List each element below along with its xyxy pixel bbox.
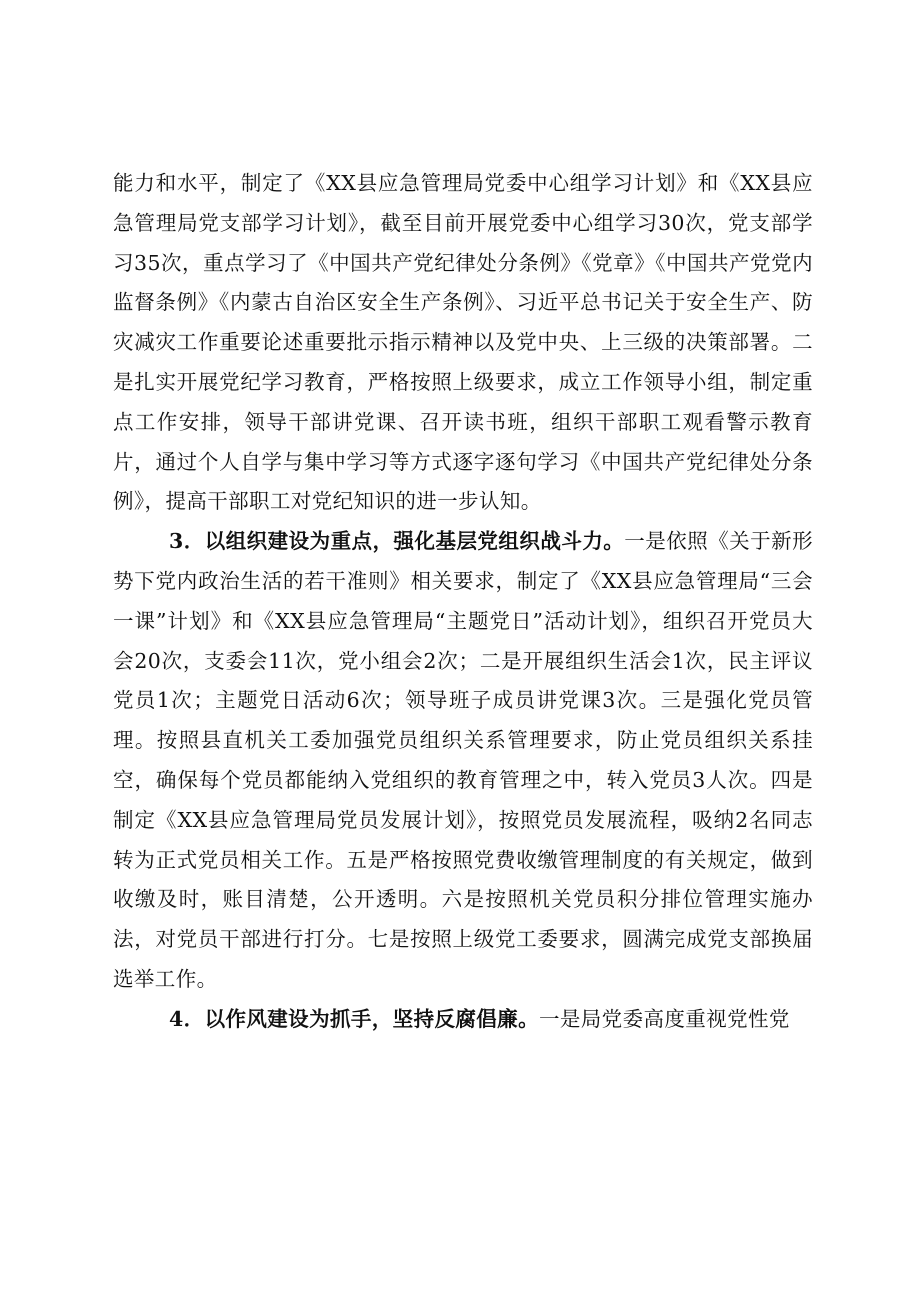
paragraph-work-style <box>113 1000 813 1040</box>
section-heading: 4．以作风建设为抓手，坚持反腐倡廉。 <box>169 1006 539 1031</box>
paragraph-continuation <box>113 164 813 522</box>
paragraph-text: 能力和水平，制定了《XX县应急管理局党委中心组学习计划》和《XX县应急管理局党支部学习计划》，截至目前开展党委中心组学习30次，党支部学习35次，重点学习了《中国共产党纪律处分条例》《党章》《中国共产党党内监督条例》《内蒙古自治区安全生产条例》、习近平总书记关于安全生产、防灾减灾工作重要论述重要批示指示精神以及党中央、上三级的决策部署。二是扎实开展党纪学习教育，严格按照上级要求，成立工作领导小组，制定重点工作安排，领导干部讲党课、召开读书班，组织干部职工观看警示教育片，通过个人自学与集中学习等方式逐字逐句学习《中国共产党纪律处分条例》，提高干部职工对党纪知识的进一步认知。 <box>113 171 813 514</box>
section-heading: 3．以组织建设为重点，强化基层党组织战斗力。 <box>169 529 625 554</box>
paragraph-text: 一是局党委高度重视党性党 <box>538 1006 790 1031</box>
paragraph-organization-building <box>113 522 813 1000</box>
document-body <box>113 164 813 1040</box>
paragraph-text: 一是依照《关于新形势下党内政治生活的若干准则》相关要求，制定了《XX县应急管理局“三会一课”计划》和《XX县应急管理局“主题党日”活动计划》，组织召开党员大会20次，支委会11次，党小组会2次；二是开展组织生活会1次，民主评议党员1次；主题党日活动6次；领导班子成员讲党课3次。三是强化党员管理。按照县直机关工委加强党员组织关系管理要求，防止党员组织关系挂空，确保每个党员都能纳入党组织的教育管理之中，转入党员3人次。四是制定《XX县应急管理局党员发展计划》，按照党员发展流程，吸纳2名同志转为正式党员相关工作。五是严格按照党费收缴管理制度的有关规定，做到收缴及时，账目清楚，公开透明。六是按照机关党员积分排位管理实施办法，对党员干部进行打分。七是按照上级党工委要求，圆满完成党支部换届选举工作。 <box>113 529 814 991</box>
